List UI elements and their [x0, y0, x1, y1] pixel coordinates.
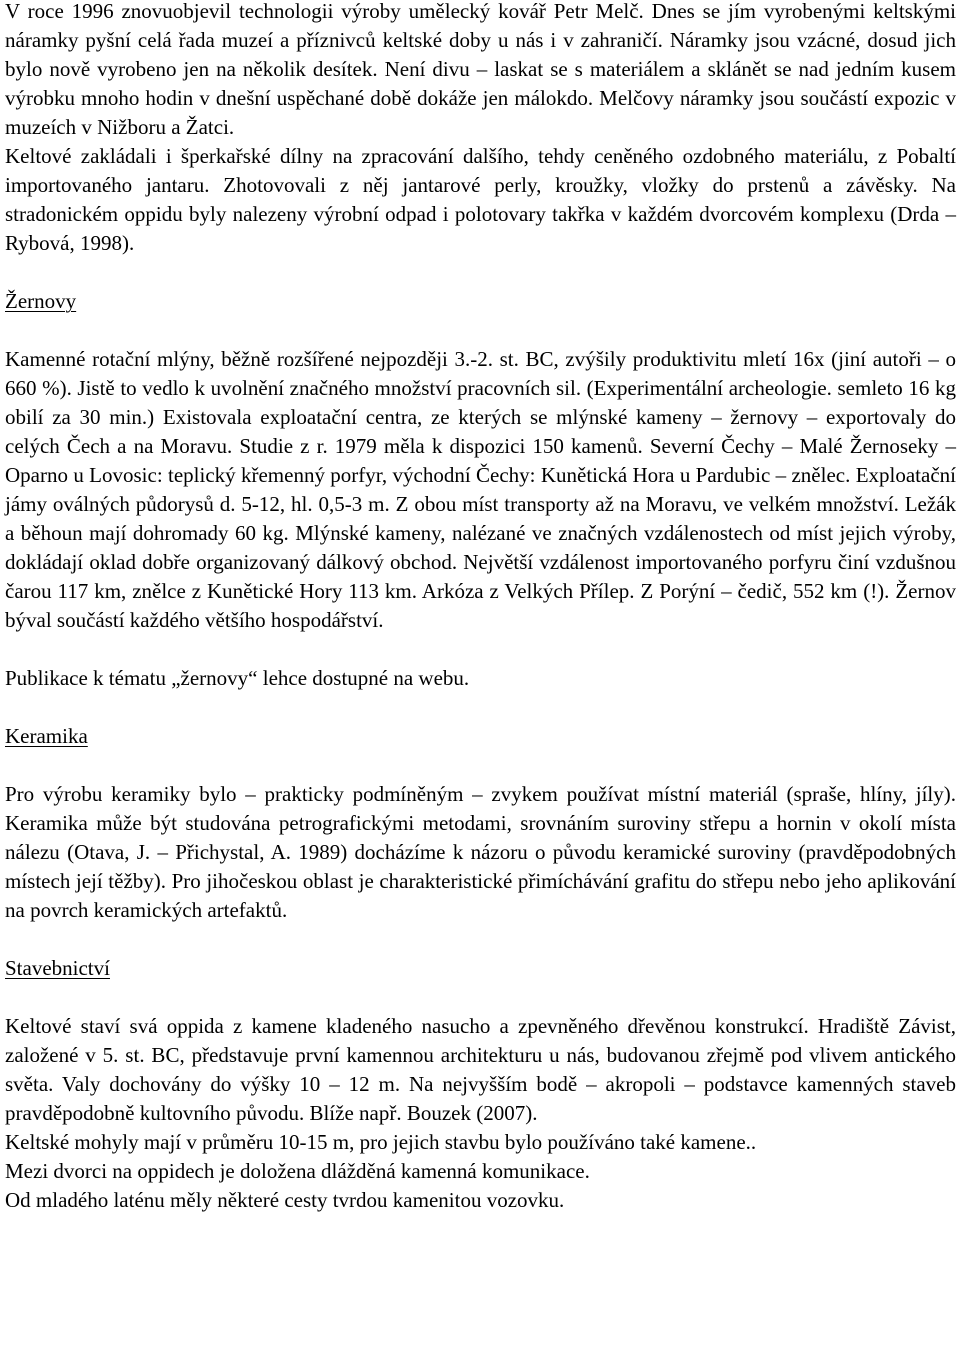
paragraph-amber-workshops: Keltové zakládali i šperkařské dílny na zpracování dalšího, tehdy ceněného ozdobného materiálu, z Pobaltí importovaného jantaru. Zhotovovali z něj jantarové perly, kroužky, vložky do prstenů a závěsky. Na stradonickém oppidu byly nalezeny výrobní odpad i polotovary takřka v každém dvorcovém komplexu (Drda – Rybová, 1998). [5, 144, 956, 255]
heading-keramika: Keramika [5, 724, 88, 748]
heading-stavebnictvi: Stavebnictví [5, 956, 110, 980]
paragraph-paved-roads: Mezi dvorci na oppidech je doložena dlážděná kamenná komunikace. [5, 1159, 590, 1183]
paragraph-ceramics: Pro výrobu keramiky bylo – prakticky podmíněným – zvykem používat místní materiál (spraše, hlíny, jíly). Keramika může být studována petrografickými metodami, srovnáním suroviny střepu a hornin v okolí místa nálezu (Otava, J. – Přichystal, A. 1989) docházíme k názoru o původu keramické suroviny (pravděpodobných místech její těžby). Pro jihočeskou oblast je charakteristické přimíchávání grafitu do střepu nebo jeho aplikování na povrch keramických artefaktů. [5, 782, 956, 922]
paragraph-melc-bracelets: V roce 1996 znovuobjevil technologii výroby umělecký kovář Petr Melč. Dnes se jím vyrobenými keltskými náramky pyšní celá řada muzeí a příznivců keltské doby u nás i v zahraničí. Náramky jsou vzácné, dosud jich bylo nově vyrobeno jen na několik desítek. Není divu – laskat se s materiálem a sklánět se nad jedním kusem výrobku mnoho hodin v dnešní uspěchané době dokáže jen málokdo. Melčovy náramky jsou součástí expozic v muzeích v Nižboru a Žatci. [5, 0, 956, 139]
paragraph-rotary-mills: Kamenné rotační mlýny, běžně rozšířené nejpozději 3.-2. st. BC, zvýšily produktivitu mletí 16x (jiní autoři – o 660 %). Jistě to vedlo k uvolnění značného množství pracovních sil. (Experimentální archeologie. semleto 16 kg obilí za 30 min.) Existovala exploatační centra, ze kterých se mlýnské kameny – žernovy – exportovaly do celých Čech a na Moravu. Studie z r. 1979 měla k dispozici 150 kamenů. Severní Čechy – Malé Žernoseky – Oparno u Lovosic: teplický křemenný porfyr, východní Čechy: Kunětická Hora u Pardubic – znělec. Exploatační jámy oválných půdorysů d. 5-12, hl. 0,5-3 m. Z obou míst transporty až na Moravu, ve velkém množství. Ležák a běhoun mají dohromady 60 kg. Mlýnské kameny, nalézané ve značných vzdálenostech od míst jejich výroby, dokládají oklad dobře organizovaný dálkový obchod. Největší vzdálenost importovaného porfyru činí vzdušnou čarou 117 km, znělce z Kunětické Hory 113 km. Arkóza z Velkých Přílep. Z Porýní – čedič, 552 km (!). Žernov býval součástí každého většího hospodářství. [5, 347, 956, 632]
paragraph-publications-note: Publikace k tématu „žernovy“ lehce dostupné na webu. [5, 666, 470, 690]
paragraph-oppida-construction: Keltové staví svá oppida z kamene kladeného nasucho a zpevněného dřevěnou konstrukcí. Hradiště Závist, založené v 5. st. BC, představuje první kamennou architekturu u nás, budovanou zřejmě pod vlivem antického světa. Valy dochovány do výšky 10 – 12 m. Na nejvyšším bodě – akropoli – podstavce kamenných staveb pravděpodobně kultovního původu. Blíže např. Bouzek (2007). [5, 1014, 956, 1125]
paragraph-stony-roads: Od mladého laténu měly některé cesty tvrdou kamenitou vozovku. [5, 1188, 565, 1212]
heading-zernovy: Žernovy [5, 289, 77, 313]
paragraph-burial-mounds: Keltské mohyly mají v průměru 10-15 m, pro jejich stavbu bylo používáno také kamene.. [5, 1130, 757, 1154]
